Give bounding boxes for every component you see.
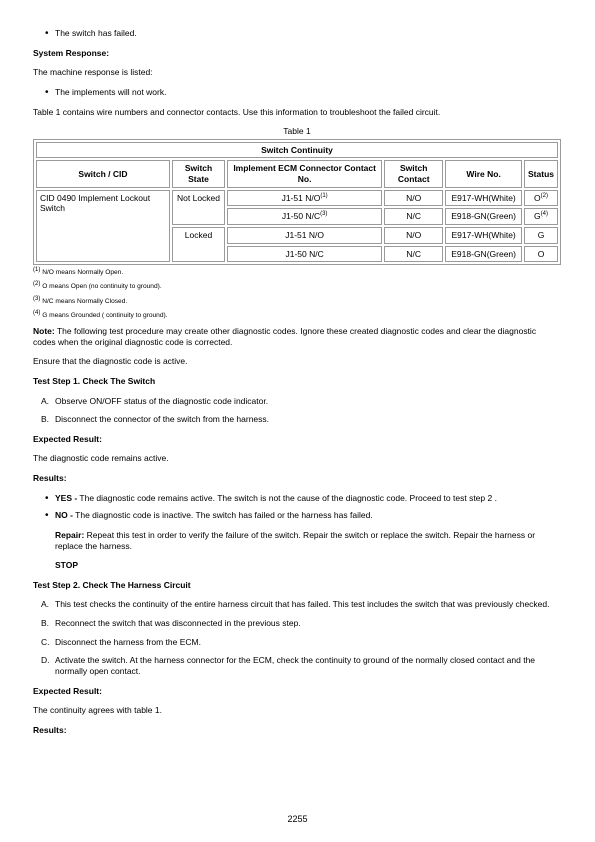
table-header: Implement ECM Connector Contact No. [227,160,382,187]
step1-list [33,396,561,425]
footnote: $^{(3)}$ N/C means Normally Closed. [33,295,128,305]
stop-label: STOP [55,560,78,571]
step-item: D. Activate the switch. At the harness connector for the ECM, check the continuity to ground of the normally closed contact and the normally open contact. [41,655,536,676]
step1-results-heading: Results: [33,473,67,484]
table-row [36,190,558,207]
wire-cell: E918-GN(Green) [445,208,522,225]
step1-expected-heading: Expected Result: [33,433,102,444]
page-number: 2255 [287,814,308,824]
wire-cell: E917-WH(White) [445,227,522,244]
table-header: Switch / CID [36,160,170,187]
step2-expected-text: The continuity agrees with table 1. [33,705,162,716]
switch-continuity-table [33,139,561,265]
step1-heading: Test Step 1. Check The Switch [33,375,156,386]
footnote: $^{(4)}$ G means Grounded ( continuity to ground). [33,309,168,319]
system-response-bullet: • The implements will not work. [55,87,561,98]
status-cell: $G^{(4)}$ [524,208,558,225]
table-header-row [36,160,558,187]
result-no: • NO - The diagnostic code is inactive. The switch has failed or the harness has failed. [55,510,561,521]
ensure-text: Ensure that the diagnostic code is active. [33,356,188,367]
wire-cell: E918-GN(Green) [445,246,522,263]
document-page [33,28,561,744]
intro-bullet-list [33,28,561,39]
status-cell: $O^{(2)}$ [524,190,558,207]
step-item: C. Disconnect the harness from the ECM. [41,636,201,647]
step2-heading: Test Step 2. Check The Harness Circuit [33,579,191,590]
result-yes: • YES - The diagnostic code remains active. The switch is not the cause of the diagnostic code. Proceed to test step 2 . [55,493,561,504]
step2-results-heading: Results: [33,724,67,735]
table-title: Switch Continuity [36,142,558,159]
status-cell: O [524,246,558,263]
contact-cell: J1-50 N/C [227,246,382,263]
repair-text: Repair: Repeat this test in order to verify the failure of the switch. Repair the switch or replace the switch. Repair the harness or replace the harness. [55,529,536,551]
table-header: Wire No. [445,160,522,187]
switch-contact-cell: N/C [384,246,443,263]
footnote: $^{(1)}$ N/O means Normally Open. [33,266,124,277]
table-header: Switch Contact [384,160,443,187]
contact-cell: J1-50 $N/C^{(3)}$ [227,208,382,225]
system-response-list [33,87,561,98]
table-header: Switch State [172,160,225,187]
contact-cell: J1-51 N/O [227,227,382,244]
contact-cell: J1-51 $N/O^{(1)}$ [227,190,382,207]
system-response-heading: System Response: [33,47,110,58]
switch-state-cell: Not Locked [172,190,225,225]
step2-list [33,599,561,676]
switch-state-cell: Locked [172,227,225,262]
footnotes [33,266,561,320]
switch-contact-cell: N/C [384,208,443,225]
wire-cell: E917-WH(White) [445,190,522,207]
note: Note: The following test procedure may create other diagnostic codes. Ignore these created diagnostic codes and clear the diagnostic codes when the original diagnostic code is corrected. [33,326,537,347]
status-cell: G [524,227,558,244]
step-item: A. This test checks the continuity of the entire harness circuit that has failed. This test includes the switch that was previously checked. [41,599,550,610]
table-caption: Table 1 [283,126,311,137]
cid-cell: CID 0490 Implement Lockout Switch [36,190,170,263]
footnote: $^{(2)}$ O means Open (no continuity to ground). [33,281,162,291]
step1-results-list [33,493,561,521]
step-item: A. Observe ON/OFF status of the diagnostic code indicator. [41,395,269,406]
table-header: Status [524,160,558,187]
system-response-text: The machine response is listed: [33,67,153,78]
switch-contact-cell: N/O [384,190,443,207]
step-item: B. Reconnect the switch that was disconnected in the previous step. [41,618,301,629]
step-item: B. Disconnect the connector of the switch from the harness. [41,414,270,425]
step1-expected-text: The diagnostic code remains active. [33,453,169,464]
intro-bullet: • The switch has failed. [55,28,561,39]
table-intro: Table 1 contains wire numbers and connector contacts. Use this information to troubleshoot the failed circuit. [33,106,441,117]
switch-contact-cell: N/O [384,227,443,244]
step2-expected-heading: Expected Result: [33,685,102,696]
